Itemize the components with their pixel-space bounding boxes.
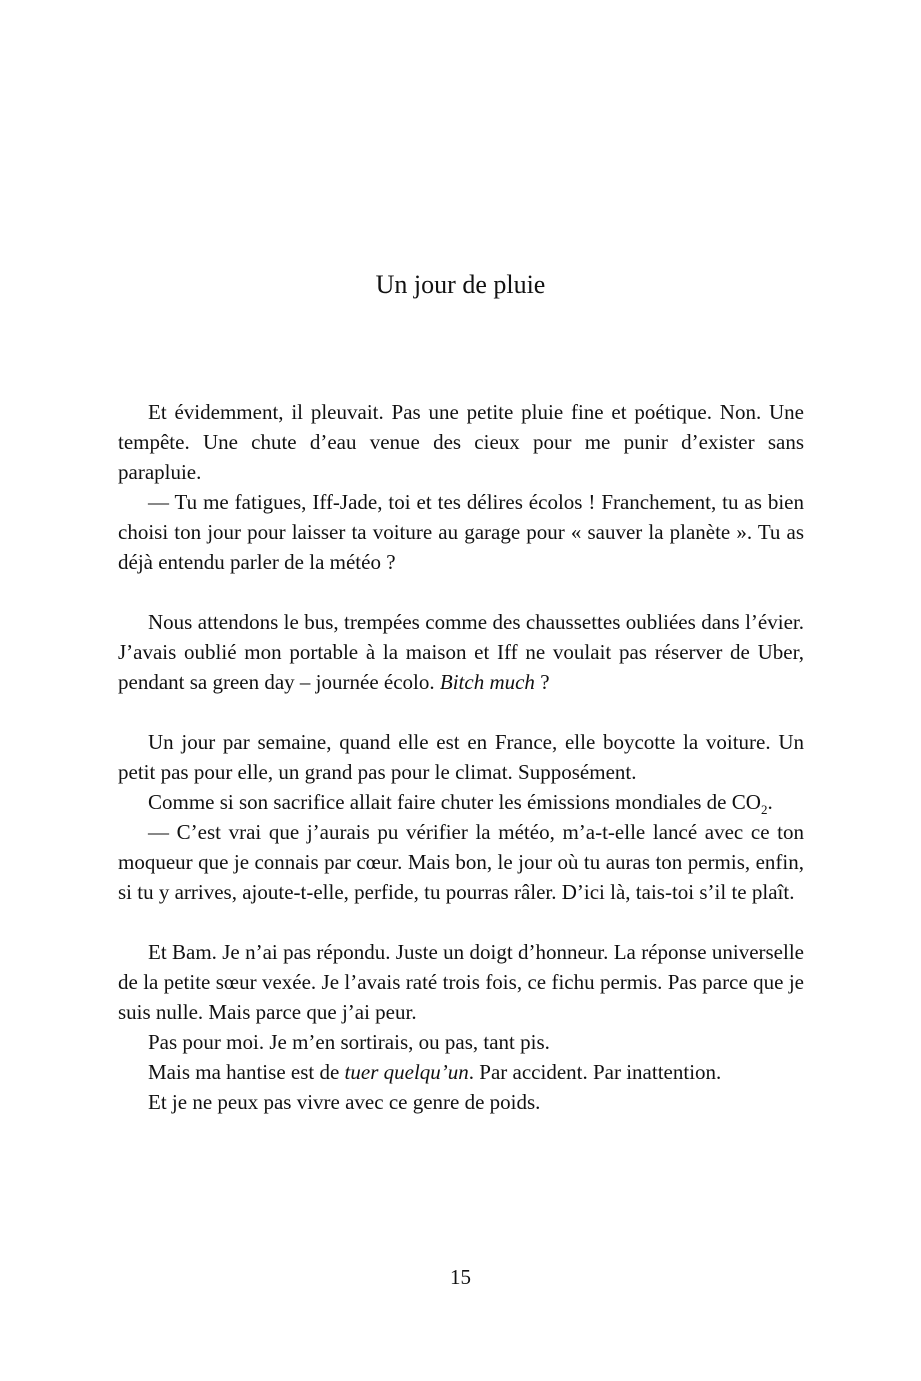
section-spacer xyxy=(118,697,804,727)
paragraph: Et je ne peux pas vivre avec ce genre de poids. xyxy=(148,1090,541,1114)
italic-phrase: Bitch much xyxy=(439,670,535,694)
paragraph: Un jour par semaine, quand elle est en France, elle boycotte la voiture. Un petit pas pour elle, un grand pas pour le climat. Supposément. xyxy=(118,730,804,784)
paragraph xyxy=(118,787,804,817)
paragraph-text: ? xyxy=(534,670,550,694)
subscript: 2 xyxy=(760,802,768,818)
section-spacer xyxy=(118,907,804,937)
paragraph-text: Nous attendons le bus, trempées comme des chaussettes oubliées dans l’évier. J’avais oublié mon portable à la maison et Iff ne voulait pas réserver de Uber, pendant sa green day – journée écolo. xyxy=(118,610,804,694)
chapter-body xyxy=(118,397,804,1117)
page-number: 15 xyxy=(450,1265,471,1289)
paragraph-text: . Par accident. Par inattention. xyxy=(468,1060,722,1084)
paragraph xyxy=(118,607,804,697)
paragraph xyxy=(118,1057,804,1087)
paragraph: Et Bam. Je n’ai pas répondu. Juste un doigt d’honneur. La réponse universelle de la petite sœur vexée. Je l’avais raté trois fois, ce fichu permis. Pas parce que je suis nulle. Mais parce que j’ai peur. xyxy=(118,940,804,1024)
paragraph-text: Comme si son sacrifice allait faire chuter les émissions mondiales de CO xyxy=(148,790,761,814)
dialogue-paragraph: — Tu me fatigues, Iff-Jade, toi et tes délires écolos ! Franchement, tu as bien choisi ton jour pour laisser ta voiture au garage pour « sauver la planète ». Tu as déjà entendu parler de la météo ? xyxy=(118,490,804,574)
italic-phrase: tuer quelqu’un xyxy=(344,1060,469,1084)
paragraph: Pas pour moi. Je m’en sortirais, ou pas, tant pis. xyxy=(148,1030,550,1054)
dialogue-paragraph: — C’est vrai que j’aurais pu vérifier la météo, m’a-t-elle lancé avec ce ton moqueur que je connais par cœur. Mais bon, le jour où tu auras ton permis, enfin, si tu y arrives, ajoute-t-elle, perfide, tu pourras râler. D’ici là, tais-toi s’il te plaît. xyxy=(118,820,804,904)
paragraph-text: Mais ma hantise est de xyxy=(148,1060,345,1084)
paragraph: Et évidemment, il pleuvait. Pas une petite pluie fine et poétique. Non. Une tempête. Une chute d’eau venue des cieux pour me punir d’exister sans parapluie. xyxy=(118,400,804,484)
paragraph-text: . xyxy=(767,790,773,814)
section-spacer xyxy=(118,577,804,607)
chapter-title: Un jour de pluie xyxy=(375,270,546,299)
